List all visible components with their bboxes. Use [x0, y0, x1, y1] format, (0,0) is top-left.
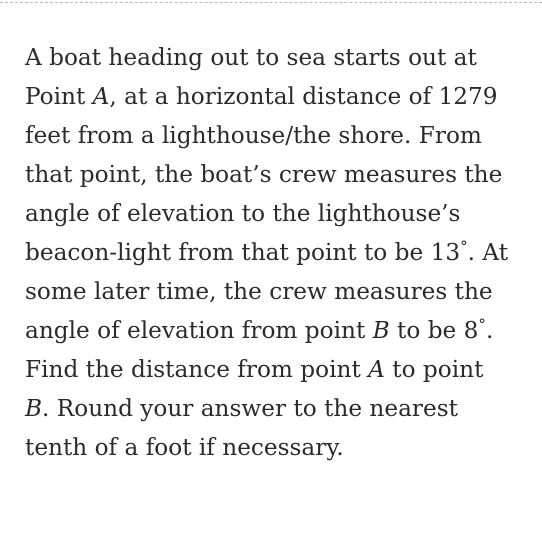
degree-symbol: ° — [460, 237, 468, 256]
degree-symbol: ° — [478, 315, 486, 334]
top-dashed-border — [0, 2, 542, 3]
variable-b: B — [372, 317, 390, 344]
problem-line-4: that point, the boat’s crew measures the — [25, 161, 503, 188]
problem-line-8: angle of elevation from point B to be 8°. — [25, 315, 494, 344]
variable-a: A — [92, 83, 110, 110]
problem-line-9: Find the distance from point A to point — [25, 356, 484, 383]
problem-line-7: some later time, the crew measures the — [25, 278, 493, 305]
problem-line-2: Point A, at a horizontal distance of 1279 — [25, 83, 498, 110]
variable-a: A — [368, 356, 385, 383]
problem-line-1: A boat heading out to sea starts out at — [25, 44, 477, 71]
problem-text — [25, 38, 535, 467]
problem-line-11: tenth of a foot if necessary. — [25, 434, 344, 461]
problem-line-6: beacon-light from that point to be 13°. At — [25, 237, 509, 266]
problem-line-10: B. Round your answer to the nearest — [25, 395, 458, 422]
problem-line-5: angle of elevation to the lighthouse’s — [25, 200, 461, 227]
problem-line-3: feet from a lighthouse/the shore. From — [25, 122, 482, 149]
variable-b: B — [25, 395, 43, 422]
